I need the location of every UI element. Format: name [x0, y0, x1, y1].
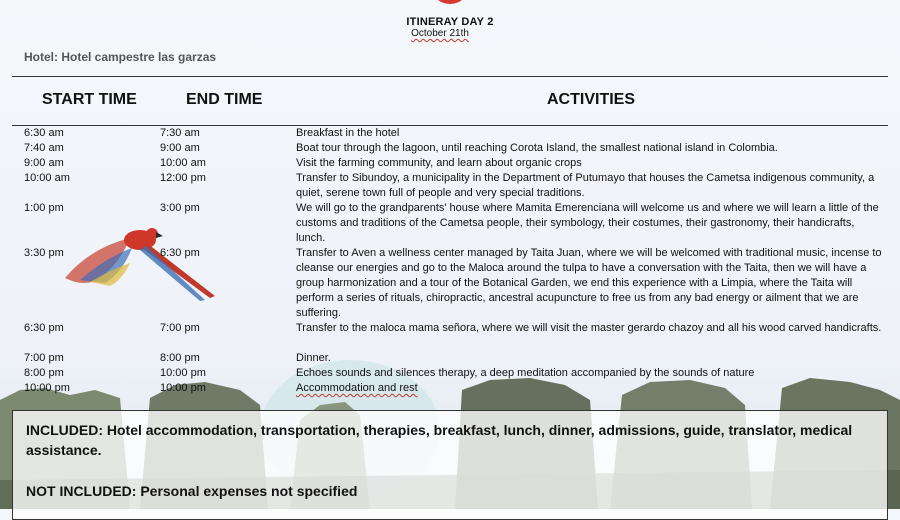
itinerary-date: October 21th	[411, 28, 469, 39]
row-end-time: 3:00 pm	[160, 202, 200, 214]
row-activity: Transfer to the maloca mama señora, where we will visit the master gerardo chazoy and all his wood carved handicrafts.	[296, 322, 882, 334]
row-end-time: 10:00 am	[160, 157, 206, 169]
row-activity: We will go to the grandparents' house where Mamita Emerenciana will welcome us and where we will learn a little of the customs and traditions of the Cametsa people, their symbology, their costumes, their gastronomy, their handicrafts, lunch.	[296, 202, 879, 244]
row-end-time: 9:00 am	[160, 142, 200, 154]
row-start-time: 7:00 pm	[24, 352, 64, 364]
not-included-text: NOT INCLUDED: Personal expenses not specified	[26, 483, 358, 499]
column-header-end-time: END TIME	[186, 91, 263, 108]
row-activity: Transfer to Aven a wellness center managed by Taita Juan, where we will be welcomed with traditional music, incense to cleanse our energies and go to the Maloca around the tulpa to have a conversation with the Taita, then we will have a group harmonization and a tour of the Botanical Garden, we end this experience with a Limpia, where the Taita will perform a series of rituals, chiropractic, ancestral acupuncture to free us from any bad energy or ailment that we are suffering.	[296, 247, 882, 319]
itinerary-title: ITINERAY DAY 2	[406, 16, 494, 28]
row-start-time: 9:00 am	[24, 157, 64, 169]
table-top-rule	[12, 76, 888, 77]
row-end-time: 8:00 pm	[160, 352, 200, 364]
row-activity: Transfer to Sibundoy, a municipality in the Department of Putumayo that houses the Cametsa indigenous community, a quiet, serene town full of people and very special traditions.	[296, 172, 875, 199]
row-end-time: 12:00 pm	[160, 172, 206, 184]
row-end-time: 10:00 pm	[160, 367, 206, 379]
row-start-time: 6:30 pm	[24, 322, 64, 334]
row-activity: Visit the farming community, and learn about organic crops	[296, 157, 582, 169]
row-activity: Dinner.	[296, 352, 331, 364]
included-text: INCLUDED: Hotel accommodation, transportation, therapies, breakfast, lunch, dinner, admissions, guide, translator, medical assistance.	[26, 422, 853, 458]
row-start-time: 1:00 pm	[24, 202, 64, 214]
row-activity: Breakfast in the hotel	[296, 127, 400, 139]
row-activity: Boat tour through the lagoon, until reaching Corota Island, the smallest national island in Colombia.	[296, 142, 778, 154]
row-start-time: 10:00 am	[24, 172, 70, 184]
row-end-time: 6:30 pm	[160, 247, 200, 259]
column-header-activities: ACTIVITIES	[547, 91, 636, 108]
row-end-time: 7:30 am	[160, 127, 200, 139]
row-start-time: 6:30 am	[24, 127, 64, 139]
row-start-time: 10:00 pm	[24, 382, 70, 394]
hotel-name: Hotel: Hotel campestre las garzas	[24, 50, 217, 64]
row-end-time: 7:00 pm	[160, 322, 200, 334]
macaw-parrot-image	[60, 218, 220, 308]
row-start-time: 7:40 am	[24, 142, 64, 154]
row-end-time: 10:00 pm	[160, 382, 206, 394]
column-header-start-time: START TIME	[42, 91, 137, 108]
row-start-time: 3:30 pm	[24, 247, 64, 259]
row-activity: Accommodation and rest	[296, 382, 418, 394]
row-activity: Echoes sounds and silences therapy, a deep meditation accompanied by the sounds of nature	[296, 367, 755, 379]
row-start-time: 8:00 pm	[24, 367, 64, 379]
